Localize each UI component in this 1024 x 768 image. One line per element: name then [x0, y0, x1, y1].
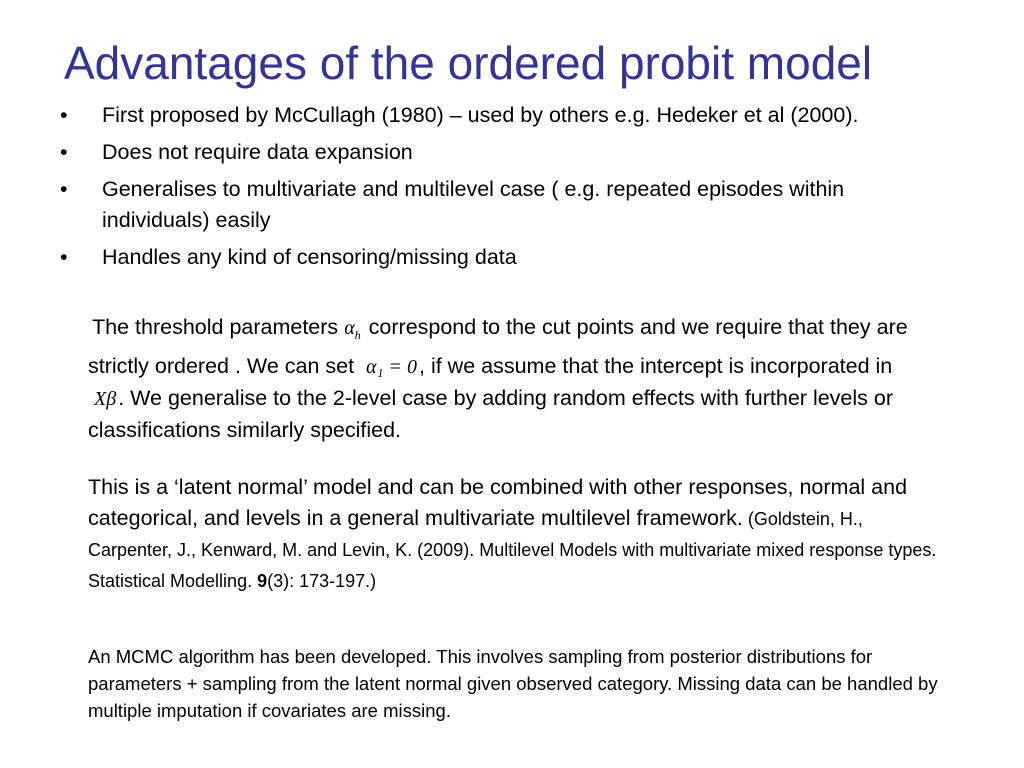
- citation-text: (Goldstein, H., Carpenter, J., Kenward, M. and Levin, K. (2009). Multilevel Models with multivariate mixed response types. Statistical Modelling.: [88, 509, 937, 591]
- bullet-item: [0, 174, 932, 236]
- x-beta-formula: Xβ: [94, 388, 117, 410]
- bullet-item: [0, 100, 932, 131]
- alpha-one-formula: α₁ = 0: [366, 356, 417, 378]
- bullet-list: [0, 100, 1024, 279]
- bullet-item: [0, 242, 932, 273]
- alpha-h-formula: [340, 313, 361, 351]
- bullet-dot-icon: •: [60, 103, 68, 127]
- mcmc-paragraph: An MCMC algorithm has been developed. This involves sampling from posterior distributions for parameters + sampling from the latent normal given observed category. Missing data can be handled by multiple imputation if covariates are missing.: [88, 646, 938, 721]
- bullet-text: First proposed by McCullagh (1980) – used by others e.g. Hedeker et al (2000).: [102, 103, 859, 127]
- alpha-symbol: α: [344, 317, 355, 339]
- bullet-dot-icon: •: [60, 177, 68, 201]
- bullet-text: Handles any kind of censoring/missing data: [102, 245, 517, 269]
- bullet-text: Does not require data expansion: [102, 140, 413, 164]
- latent-main-text: This is a ‘latent normal’ model and can be combined with other responses, normal and categorical, and levels in a general multivariate multilevel framework.: [88, 475, 908, 530]
- threshold-text-3: , if we assume that the intercept is incorporated in: [419, 354, 893, 378]
- latent-normal-paragraph: [88, 472, 948, 596]
- bullet-text: Generalises to multivariate and multilevel case ( e.g. repeated episodes within individuals) easily: [102, 177, 845, 232]
- threshold-text-4: . We generalise to the 2-level case by adding random effects with further levels or classifications similarly specified.: [88, 386, 893, 442]
- citation-volume: 9: [257, 571, 268, 591]
- alpha-subscript: h: [354, 328, 361, 342]
- citation-pages: (3): 173-197.): [267, 571, 377, 591]
- bullet-item: [0, 137, 932, 168]
- threshold-text-2: correspond to the cut points and we require that they are strictly ordered . We can set: [88, 315, 908, 378]
- slide-title: Advantages of the ordered probit model: [64, 37, 873, 89]
- bullet-dot-icon: •: [60, 245, 68, 269]
- threshold-paragraph: [88, 312, 928, 446]
- bullet-dot-icon: •: [60, 140, 68, 164]
- threshold-text-1: The threshold parameters: [92, 315, 339, 339]
